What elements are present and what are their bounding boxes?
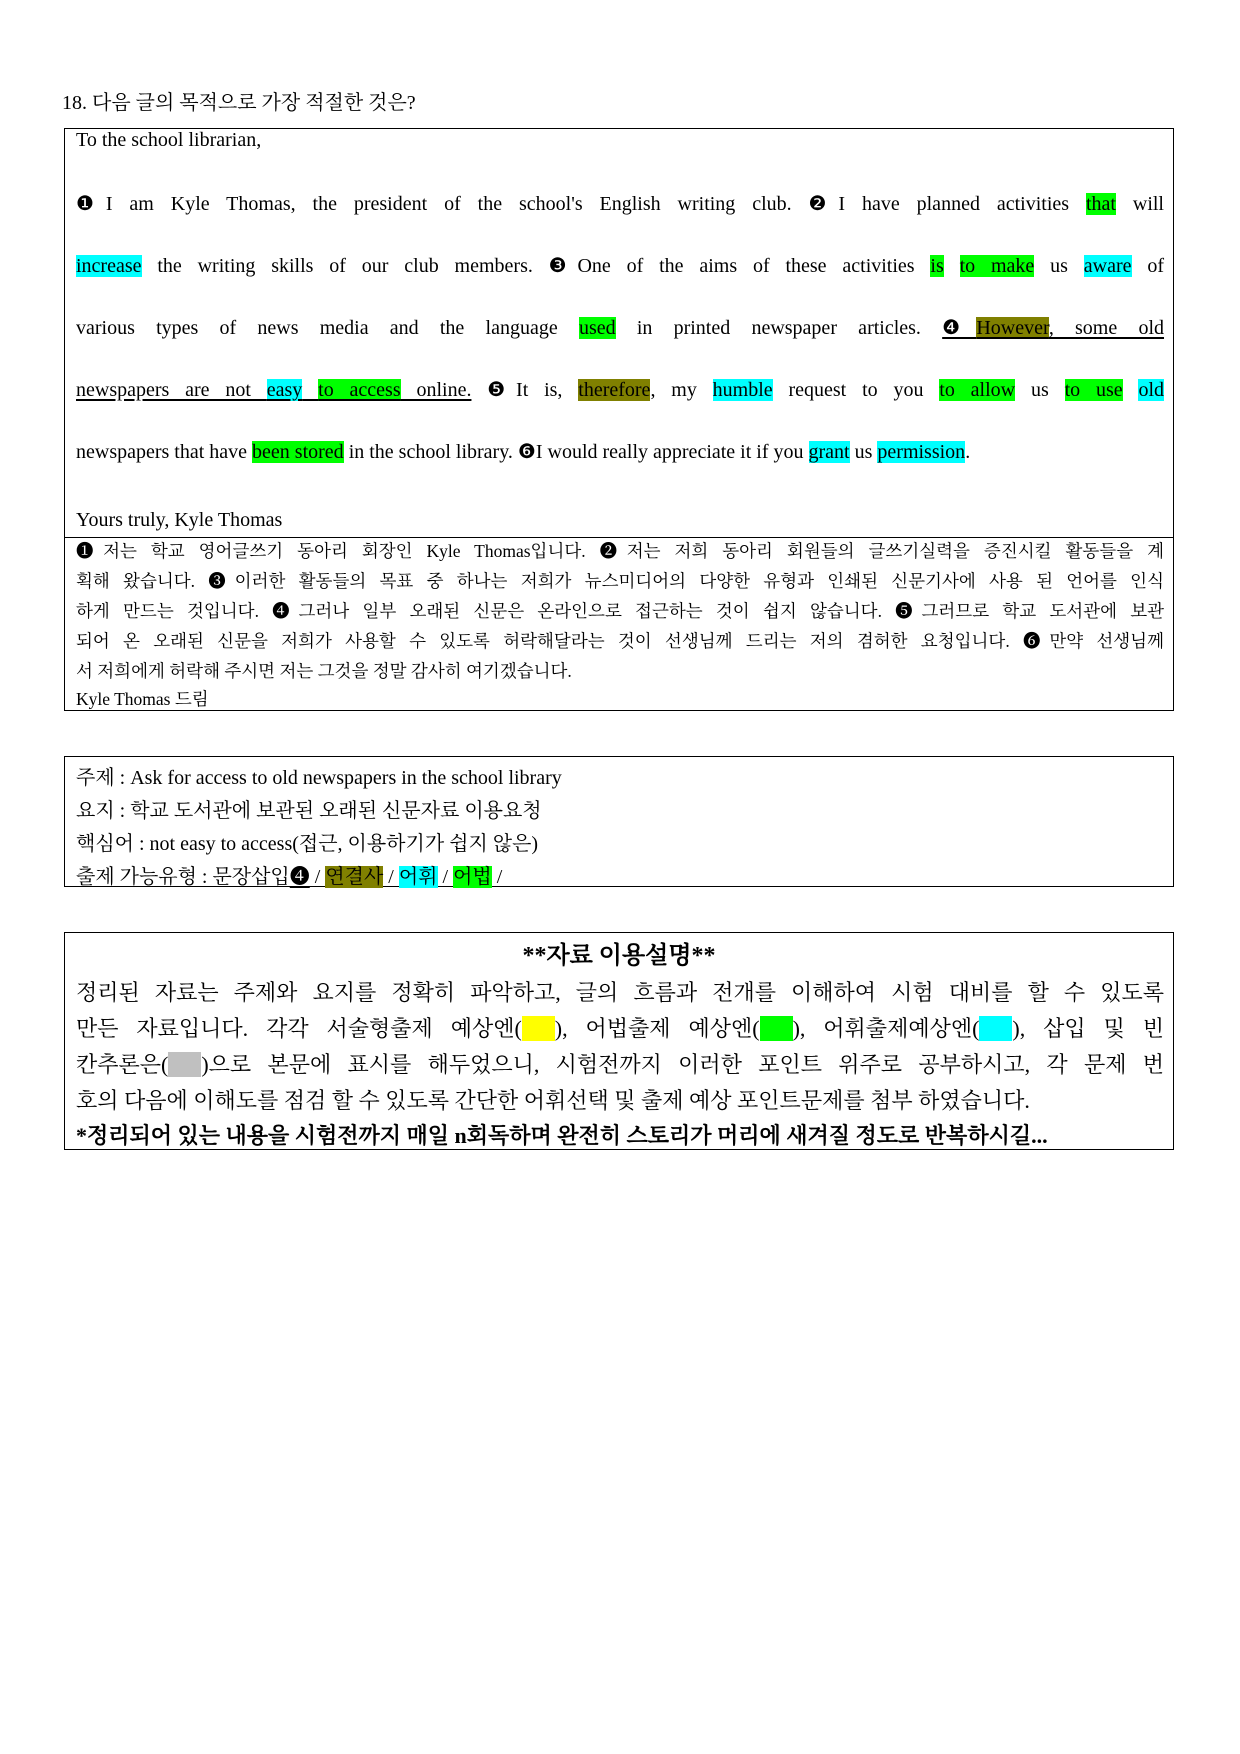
explanation-line [76, 976, 1164, 1007]
text-segment: us [1034, 255, 1084, 277]
highlight-cyan: humble [712, 379, 773, 401]
text-segment: / [437, 866, 454, 888]
highlight-green: is [930, 255, 944, 277]
text-segment: in printed newspaper articles. [615, 317, 943, 339]
text-segment: To the school librarian, [76, 129, 262, 151]
korean-line: Kyle Thomas 드림 [76, 689, 209, 709]
text-segment: Yours truly, Kyle Thomas [76, 509, 283, 531]
highlight-green: to use [1064, 379, 1123, 401]
highlight-green: been stored [252, 441, 344, 463]
text-segment [302, 379, 318, 401]
highlight-green: to make [959, 255, 1035, 277]
highlight-olive: 연결사 [325, 866, 384, 888]
korean-line: 획해 왔습니다. ❸이러한 활동들의 목표 중 하나는 저희가 뉴스미디어의 다양한 유형과 인쇄된 신문기사에 사용 된 언어를 인식 [76, 571, 1164, 591]
summary-line [76, 860, 1164, 889]
text-segment: of [1131, 255, 1164, 277]
highlight-cyan: old [1138, 379, 1165, 401]
korean-line: ❶저는 학교 영어글쓰기 동아리 회장인 Kyle Thomas입니다. ❷저는 저희 동아리 회원들의 글쓰기실력을 증진시킬 활동들을 계 [76, 541, 1164, 561]
korean-line: 서 저희에게 허락해 주시면 저는 그것을 정말 감사히 여기겠습니다. [76, 661, 572, 681]
text-segment: 요지 : 학교 도서관에 보관된 오래된 신문자료 이용요청 [76, 800, 542, 822]
text-segment: request to you [772, 379, 940, 401]
text-segment: ), 어법출제 예상엔( [554, 1016, 760, 1041]
summary-line [76, 827, 1164, 856]
english-line [76, 315, 1164, 340]
english-line [76, 253, 1164, 278]
text-segment: / [491, 866, 503, 888]
text-segment: )으로 본문에 표시를 해두었으니, 시험전까지 이러한 포인트 위주로 공부하시고, 각 문제 번 [201, 1052, 1164, 1077]
passage-box [64, 128, 1174, 711]
text-segment: 출제 가능유형 : 문장삽입 [76, 866, 290, 888]
text-segment [944, 255, 960, 277]
highlight-olive: However [976, 317, 1049, 339]
text-segment: ❶I am Kyle Thomas, the president of the school's English writing club. ❷I have planned activities [76, 193, 1086, 215]
english-line [76, 509, 1164, 532]
summary-line [76, 794, 1164, 823]
explanation-line [76, 1012, 1164, 1043]
highlight-cyan: increase [76, 255, 142, 277]
summary-line [76, 761, 1164, 790]
text-segment: various types of news media and the language [76, 317, 579, 339]
explanation-line [76, 1119, 1164, 1150]
highlight-green: to access [318, 379, 401, 401]
english-line [76, 129, 1164, 152]
text-segment: ❺It is, [471, 379, 579, 401]
text-segment: online. [400, 379, 472, 401]
english-line [76, 191, 1164, 216]
highlight-yellow [522, 1016, 555, 1041]
text-segment: , my [650, 379, 713, 401]
text-segment: 만든 자료입니다. 각각 서술형출제 예상엔( [76, 1016, 522, 1041]
text-segment: newspapers are not [76, 379, 267, 401]
text-segment: will [1115, 193, 1164, 215]
text-segment: *정리되어 있는 내용을 시험전까지 매일 n회독하며 완전히 스토리가 머리에 새겨질 정도로 반복하시길... [76, 1123, 1048, 1148]
text-segment: , some old [1048, 317, 1165, 339]
english-line [76, 439, 1164, 464]
text-segment: 정리된 자료는 주제와 요지를 정확히 파악하고, 글의 흐름과 전개를 이해하여 시험 대비를 할 수 있도록 [76, 980, 1164, 1005]
text-segment: 호의 다음에 이해도를 점검 할 수 있도록 간단한 어휘선택 및 출제 예상 포인트문제를 첨부 하였습니다. [76, 1088, 1030, 1113]
text-segment: / [383, 866, 399, 888]
text-segment: 칸추론은( [76, 1052, 169, 1077]
explanation-line [76, 1084, 1164, 1115]
text-segment: the writing skills of our club members. ❸One of the aims of these activities [141, 255, 931, 277]
highlight-cyan: aware [1083, 255, 1132, 277]
korean-translation [65, 537, 1173, 713]
text-segment: ), 삽입 및 빈 [1012, 1016, 1164, 1041]
text-segment: 주제 : Ask for access to old newspapers in the school library [76, 767, 562, 789]
highlight-cyan: easy [266, 379, 303, 401]
text-segment: ❹ [289, 866, 310, 888]
highlight-olive: therefore [578, 379, 651, 401]
english-line [76, 377, 1164, 402]
text-segment: / [309, 866, 326, 888]
korean-line: 되어 온 오래된 신문을 저희가 사용할 수 있도록 허락해달라는 것이 선생님께 드리는 저의 겸허한 요청입니다. ❻만약 선생님께 [76, 631, 1164, 651]
explanation-line [76, 1048, 1164, 1079]
text-segment: 핵심어 : not easy to access(접근, 이용하기가 쉽지 않은) [76, 833, 539, 855]
text-segment: . [965, 441, 971, 463]
text-segment: ❹ [942, 317, 977, 339]
highlight-green: to allow [939, 379, 1016, 401]
text-segment: us [1015, 379, 1065, 401]
highlight-green: that [1085, 193, 1116, 215]
question-heading: 18. 다음 글의 목적으로 가장 적절한 것은? [62, 92, 416, 114]
korean-line: 하게 만드는 것입니다. ❹그러나 일부 오래된 신문은 온라인으로 접근하는 것이 쉽지 않습니다. ❺그러므로 학교 도서관에 보관 [76, 601, 1164, 621]
highlight-cyan [979, 1016, 1012, 1041]
explanation-title: **자료 이용설명** [522, 943, 716, 969]
text-segment: newspapers that have [76, 441, 253, 463]
highlight-gray [168, 1052, 201, 1077]
highlight-cyan: permission [877, 441, 966, 463]
text-segment: ), 어휘출제예상엔( [792, 1016, 980, 1041]
text-segment: in the school library. ❻I would really appreciate it if you [343, 441, 809, 463]
highlight-cyan: 어휘 [398, 866, 438, 888]
explanation-box [64, 932, 1174, 1150]
highlight-green: used [578, 317, 616, 339]
highlight-green: 어법 [453, 866, 492, 888]
highlight-green [760, 1016, 793, 1041]
summary-box [64, 756, 1174, 887]
text-segment: us [849, 441, 878, 463]
text-segment [1123, 379, 1139, 401]
highlight-cyan: grant [808, 441, 850, 463]
